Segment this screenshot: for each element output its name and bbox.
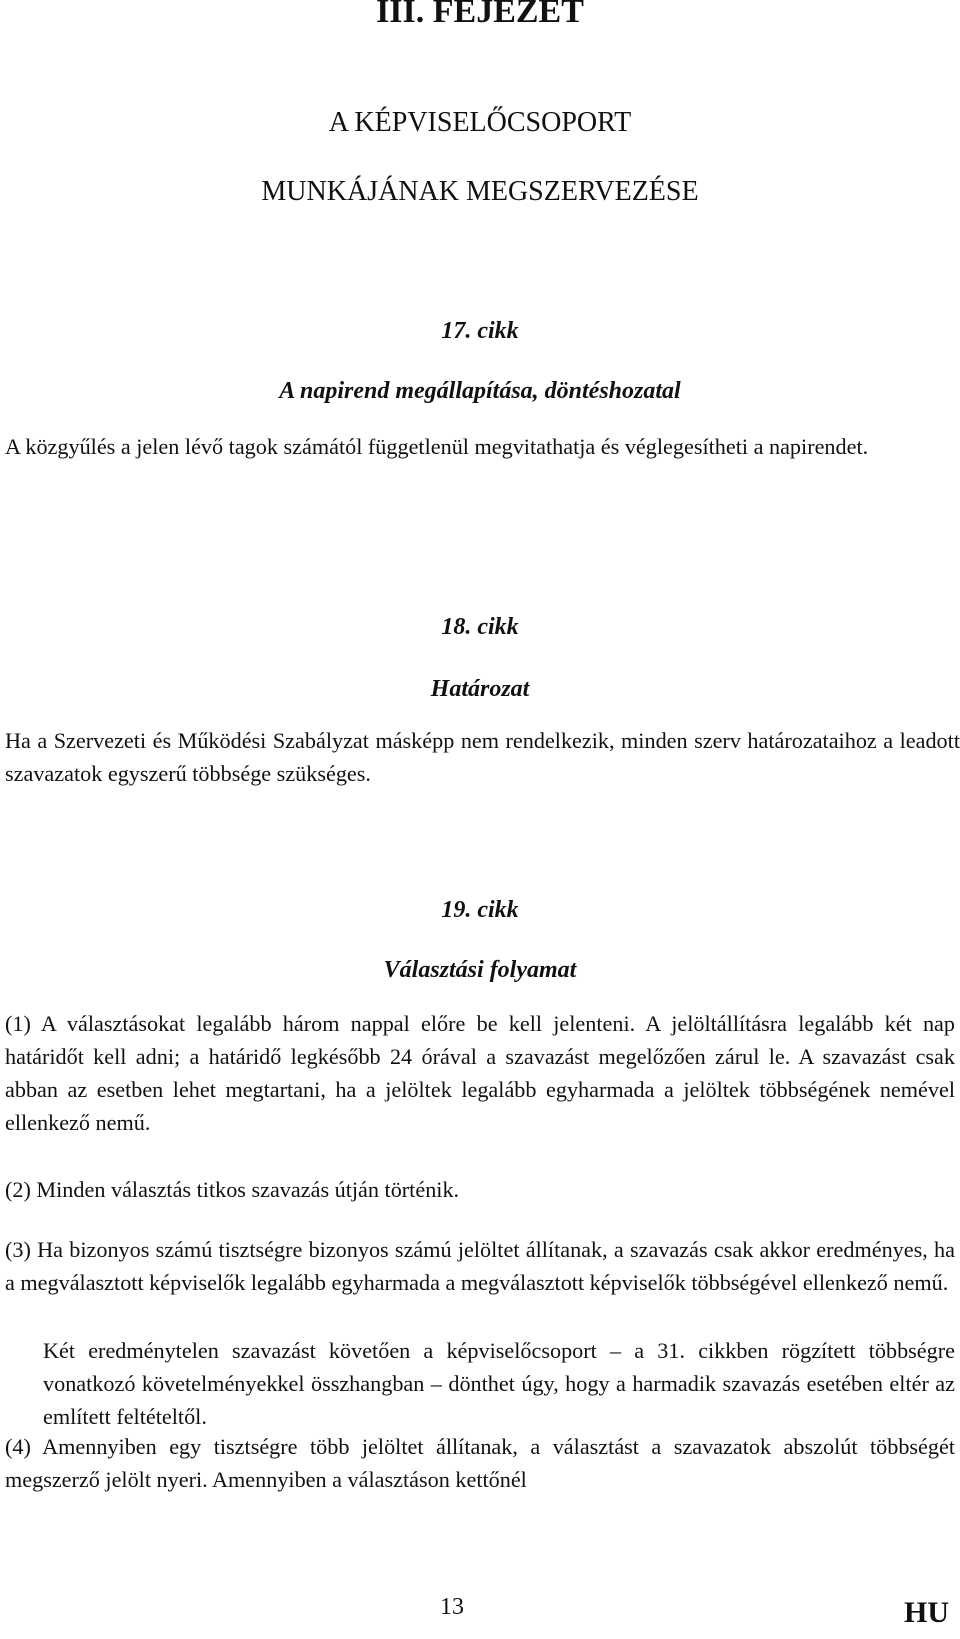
article-19-title: Választási folyamat xyxy=(383,957,577,983)
page-number: 13 xyxy=(440,1594,464,1620)
article-19-paragraph-3: (3) Ha bizonyos számú tisztségre bizonyos számú jelöltet állítanak, a szavazás csak akkor eredményes, ha a megválasztott képviselők legalább egyharmada a megválasztott képviselők többségével ellenkező nemű. xyxy=(5,1237,955,1295)
article-19-paragraph-1: (1) A választásokat legalább három nappal előre be kell jelenteni. A jelöltállításra legalább két nap határidőt kell adni; a határidő legkésőbb 24 órával a szavazást megelőzően zárul le. A szavazást csak abban az esetben lehet megtartani, ha a jelöltek legalább egyharmada a jelöltek többségének nemével ellenkező nemű. xyxy=(5,1011,955,1135)
chapter-heading: III. FEJEZET xyxy=(376,0,584,30)
article-18-number: 18. cikk xyxy=(441,614,519,640)
article-19-paragraph-4: (4) Amennyiben egy tisztségre több jelöltet állítanak, a választást a szavazatok abszolút többségét megszerző jelölt nyeri. Amennyiben a választáson kettőnél xyxy=(5,1434,955,1492)
language-code: HU xyxy=(904,1596,949,1629)
chapter-title-line-1: A KÉPVISELŐCSOPORT xyxy=(328,107,632,138)
article-19-paragraph-2: (2) Minden választás titkos szavazás útján történik. xyxy=(5,1177,460,1202)
article-18-title: Határozat xyxy=(430,676,530,702)
article-19-paragraph-3-continuation: Két eredménytelen szavazást követően a képviselőcsoport – a 31. cikkben rögzített többségre vonatkozó követelményekkel összhangban – dönthet úgy, hogy a harmadik szavazás esetében eltér az említett feltételtől. xyxy=(43,1338,955,1429)
article-17-title: A napirend megállapítása, döntéshozatal xyxy=(279,378,681,404)
article-17-number: 17. cikk xyxy=(441,318,519,344)
article-17-paragraph: A közgyűlés a jelen lévő tagok számától függetlenül megvitathatja és véglegesítheti a napirendet. xyxy=(5,434,869,459)
article-19-number: 19. cikk xyxy=(441,897,519,923)
chapter-title-line-2: MUNKÁJÁNAK MEGSZERVEZÉSE xyxy=(261,176,699,207)
article-18-paragraph: Ha a Szervezeti és Működési Szabályzat másképp nem rendelkezik, minden szerv határozataihoz a leadott szavazatok egyszerű többsége szükséges. xyxy=(5,728,960,786)
